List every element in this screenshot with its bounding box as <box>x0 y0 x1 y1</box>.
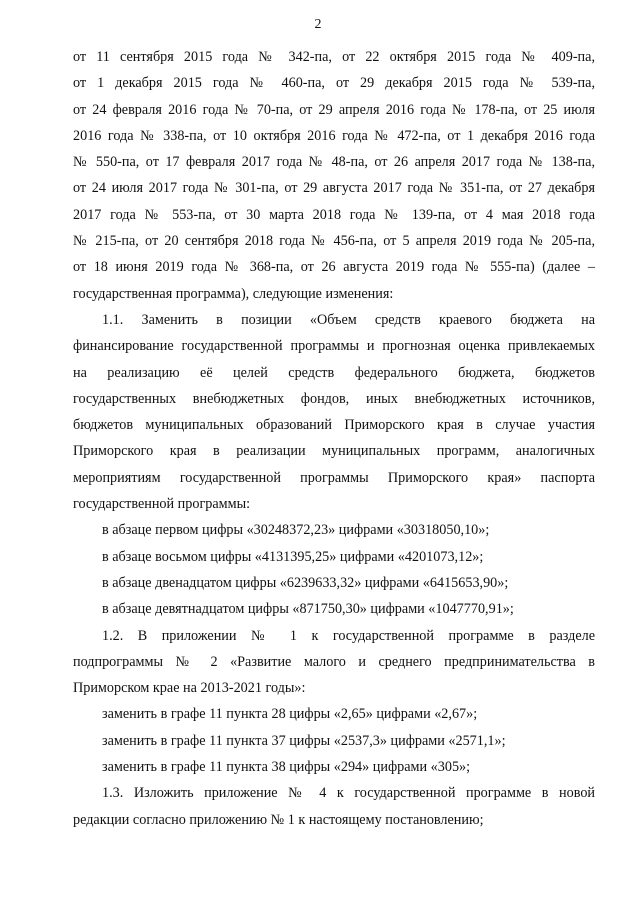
text-line: от 1 декабря 2015 года № 460-па, от 29 декабря 2015 года № 539-па, <box>73 75 595 92</box>
text-line: от 18 июня 2019 года № 368-па, от 26 августа 2019 года № 555-па) (далее – <box>73 259 595 276</box>
text-line: мероприятиям государственной программы Приморского края» паспорта <box>73 469 595 486</box>
document-body <box>73 44 595 833</box>
text-line: заменить в графе 11 пункта 37 цифры «2537,3» цифрами «2571,1»; <box>102 732 506 749</box>
text-line: подпрограммы № 2 «Развитие малого и среднего предпринимательства в <box>73 653 595 670</box>
text-line: Приморском крае на 2013-2021 годы»: <box>73 680 306 697</box>
text-line: заменить в графе 11 пункта 38 цифры «294» цифрами «305»; <box>102 759 471 776</box>
page-number: 2 <box>314 17 322 32</box>
text-line: № 550-па, от 17 февраля 2017 года № 48-па, от 26 апреля 2017 года № 138-па, <box>73 154 595 171</box>
text-line: в абзаце двенадцатом цифры «6239633,32» цифрами «6415653,90»; <box>102 574 509 591</box>
text-line: от 24 февраля 2016 года № 70-па, от 29 апреля 2016 года № 178-па, от 25 июля <box>73 101 595 118</box>
text-line: 2017 года № 553-па, от 30 марта 2018 года № 139-па, от 4 мая 2018 года <box>73 206 595 223</box>
text-line: № 215-па, от 20 сентября 2018 года № 456-па, от 5 апреля 2019 года № 205-па, <box>73 233 595 250</box>
text-line: 1.1. Заменить в позиции «Объем средств краевого бюджета на <box>102 311 595 328</box>
text-line: в абзаце девятнадцатом цифры «871750,30» цифрами «1047770,91»; <box>102 601 514 618</box>
text-line: бюджетов муниципальных образований Приморского края в случае участия <box>73 417 595 434</box>
text-line: 1.2. В приложении № 1 к государственной программе в разделе <box>102 627 595 644</box>
text-line: финансирование государственной программы и прогнозная оценка привлекаемых <box>73 338 595 355</box>
text-line: Приморского края в реализации муниципальных программ, аналогичных <box>73 443 595 460</box>
text-line: государственных внебюджетных фондов, иных внебюджетных источников, <box>73 390 595 407</box>
text-line: в абзаце первом цифры «30248372,23» цифрами «30318050,10»; <box>102 522 490 539</box>
text-line: государственная программа), следующие изменения: <box>73 285 394 302</box>
text-line: государственной программы: <box>73 496 251 513</box>
text-line: 1.3. Изложить приложение № 4 к государственной программе в новой <box>102 785 595 802</box>
text-line: от 24 июля 2017 года № 301-па, от 29 августа 2017 года № 351-па, от 27 декабря <box>73 180 595 197</box>
text-line: на реализацию её целей средств федерального бюджета, бюджетов <box>73 364 595 381</box>
text-line: 2016 года № 338-па, от 10 октября 2016 года № 472-па, от 1 декабря 2016 года <box>73 127 595 144</box>
text-line: в абзаце восьмом цифры «4131395,25» цифрами «4201073,12»; <box>102 548 484 565</box>
text-line: от 11 сентября 2015 года № 342-па, от 22 октября 2015 года № 409-па, <box>73 49 595 65</box>
text-line: редакции согласно приложению № 1 к настоящему постановлению; <box>73 811 484 828</box>
text-line: заменить в графе 11 пункта 28 цифры «2,65» цифрами «2,67»; <box>102 706 478 723</box>
